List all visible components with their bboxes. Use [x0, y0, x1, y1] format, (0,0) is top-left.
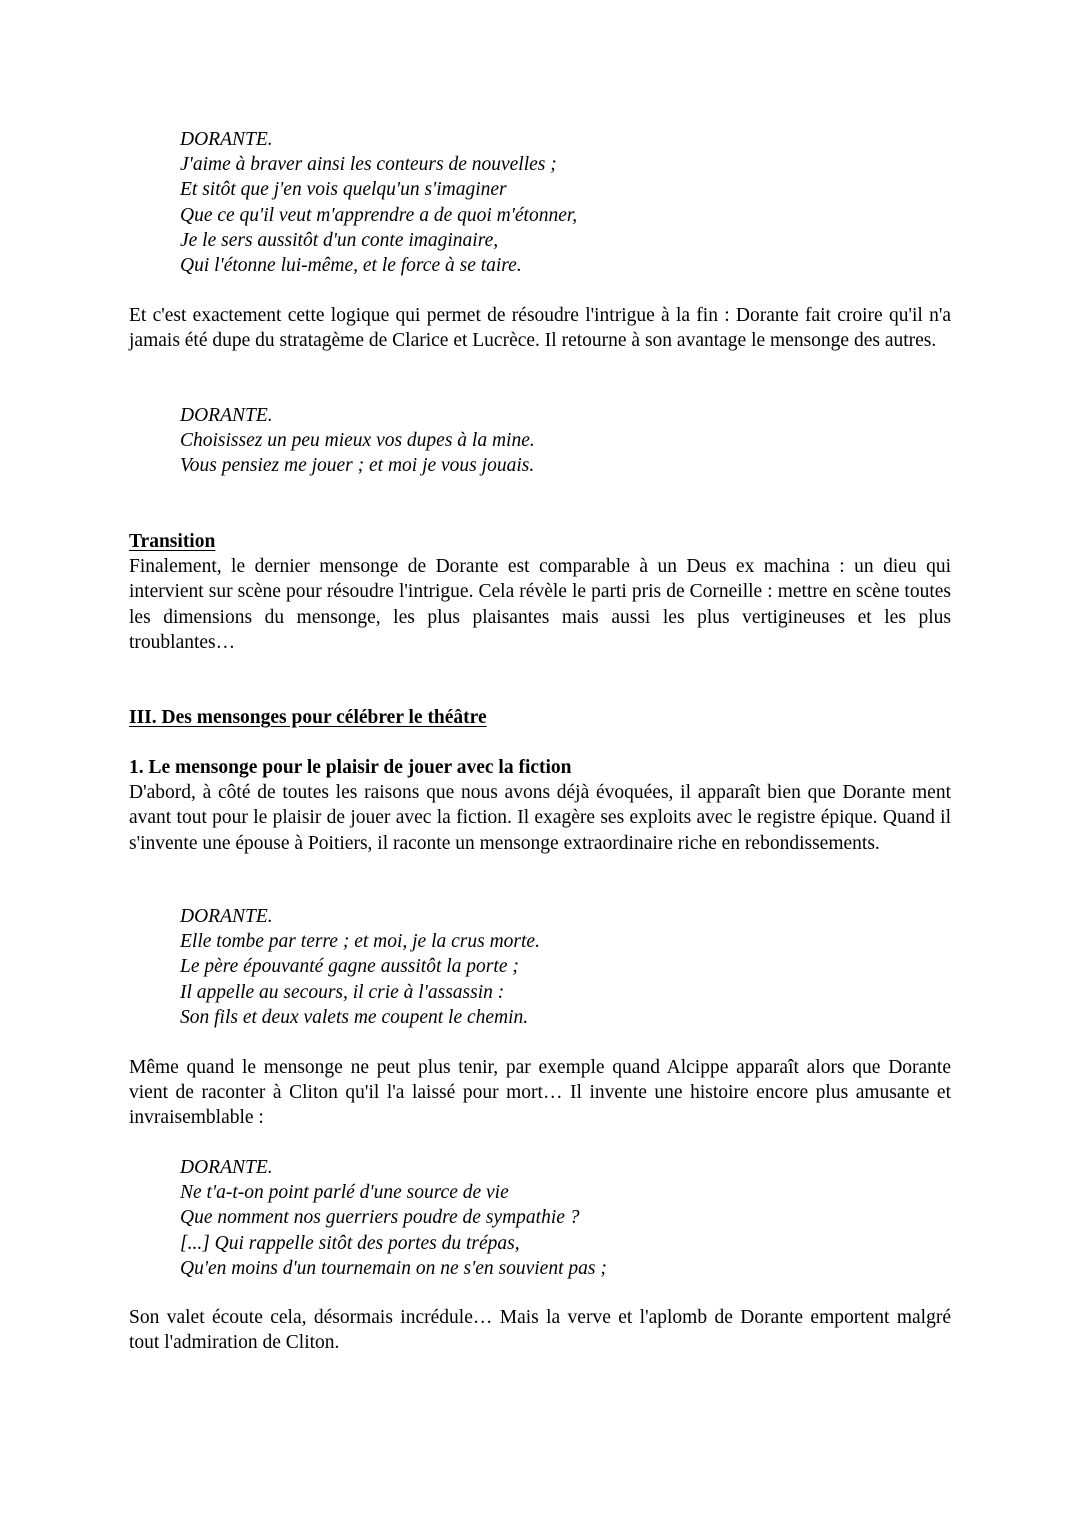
body-paragraph: Et c'est exactement cette logique qui permet de résoudre l'intrigue à la fin : Dorante fait croire qu'il n'a jamais été dupe du stratagème de Clarice et Lucrèce. Il retourne à son avantage le mensonge des autres. [129, 305, 951, 352]
verse-quote [180, 127, 940, 278]
body-paragraph: Même quand le mensonge ne peut plus tenir, par exemple quand Alcippe apparaît alors que Dorante vient de raconter à Cliton qu'il l'a laissé pour mort… Il invente une histoire encore plus amusante et invraisemblable : [129, 1057, 951, 1129]
verse-quote [180, 1155, 940, 1281]
verse-quote [180, 904, 940, 1030]
verse-line: Elle tombe par terre ; et moi, je la crus morte. [180, 931, 540, 953]
verse-line: Il appelle au secours, il crie à l'assassin : [180, 981, 505, 1003]
verse-line: Qui l'étonne lui-même, et le force à se taire. [180, 255, 522, 277]
verse-line: Et sitôt que j'en vois quelqu'un s'imaginer [180, 179, 507, 201]
verse-line: Je le sers aussitôt d'un conte imaginaire, [180, 229, 499, 251]
transition-heading: Transition [129, 531, 216, 552]
transition-text: Finalement, le dernier mensonge de Dorante est comparable à un Deus ex machina : un dieu qui intervient sur scène pour résoudre l'intrigue. Cela révèle le parti pris de Corneille : mettre en scène toutes les dimensions du mensonge, les plus plaisantes mais aussi les plus vertigineuses et les plus troublantes… [129, 556, 951, 653]
verse-line: Ne t'a-t-on point parlé d'une source de vie [180, 1182, 509, 1204]
verse-line: Qu'en moins d'un tournemain on ne s'en souvient pas ; [180, 1257, 607, 1279]
verse-line: Que nomment nos guerriers poudre de sympathie ? [180, 1207, 580, 1229]
speaker-name: DORANTE. [180, 129, 273, 150]
verse-line: Son fils et deux valets me coupent le chemin. [180, 1006, 529, 1028]
verse-quote [180, 403, 940, 479]
section-heading: III. Des mensonges pour célébrer le théâtre [129, 707, 487, 728]
verse-line: Le père épouvanté gagne aussitôt la porte ; [180, 956, 519, 978]
speaker-name: DORANTE. [180, 906, 273, 927]
verse-line: Que ce qu'il veut m'apprendre a de quoi m'étonner, [180, 204, 578, 226]
verse-line: J'aime à braver ainsi les conteurs de nouvelles ; [180, 154, 557, 176]
verse-line: Choisissez un peu mieux vos dupes à la mine. [180, 430, 535, 452]
subsection [129, 755, 951, 856]
verse-line: [...] Qui rappelle sitôt des portes du trépas, [180, 1232, 520, 1254]
speaker-name: DORANTE. [180, 1157, 273, 1178]
speaker-name: DORANTE. [180, 405, 273, 426]
verse-line: Vous pensiez me jouer ; et moi je vous jouais. [180, 455, 535, 477]
subsection-text: D'abord, à côté de toutes les raisons que nous avons déjà évoquées, il apparaît bien que Dorante ment avant tout pour le plaisir de jouer avec la fiction. Il exagère ses exploits avec le registre épique. Quand il s'invente une épouse à Poitiers, il raconte un mensonge extraordinaire riche en rebondissements. [129, 782, 951, 854]
transition-section [129, 529, 951, 655]
body-paragraph: Son valet écoute cela, désormais incrédule… Mais la verve et l'aplomb de Dorante emportent malgré tout l'admiration de Cliton. [129, 1307, 951, 1354]
subsection-heading: 1. Le mensonge pour le plaisir de jouer avec la fiction [129, 757, 572, 778]
